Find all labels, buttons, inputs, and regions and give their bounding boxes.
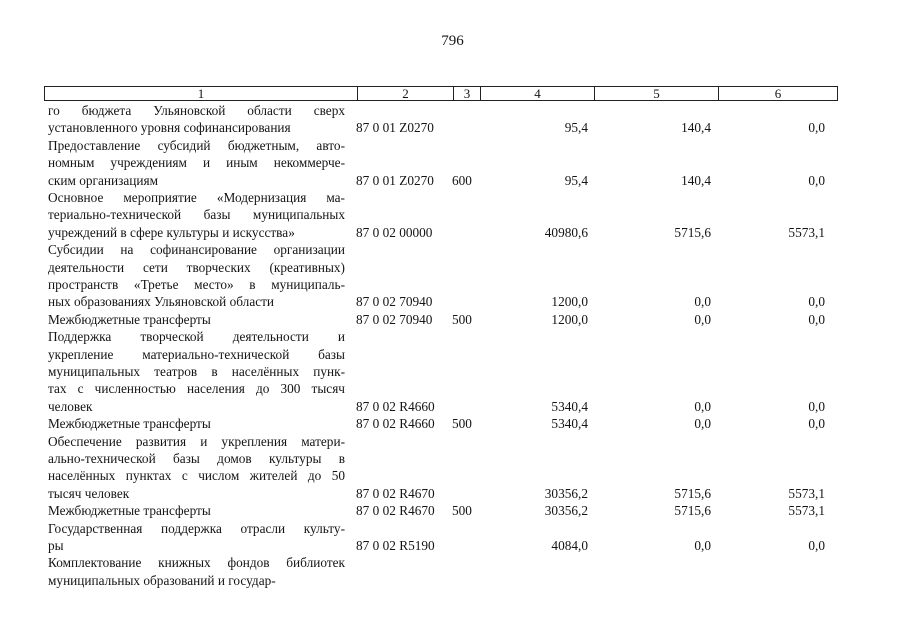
row-value-col5: 0,0 — [694, 537, 711, 553]
row-description-line: деятельности сети творческих (креативных) — [48, 259, 345, 275]
header-col-1: 1 — [45, 87, 358, 100]
row-expense-type: 500 — [452, 503, 472, 519]
row-code: 87 0 02 R4660 — [356, 416, 435, 432]
row-description-line: Предоставление субсидий бюджетным, авто- — [48, 137, 345, 153]
row-description-line: Обеспечение развития и укрепления матери- — [48, 433, 345, 449]
row-description-line: человек — [48, 398, 93, 414]
row-description-line: муниципальных образований и государ- — [48, 572, 276, 588]
row-value-col6: 0,0 — [808, 311, 825, 327]
table-row — [0, 520, 905, 555]
row-value-col5: 0,0 — [694, 294, 711, 310]
row-description-line: укрепление материально-технической базы — [48, 346, 345, 362]
row-value-col5: 140,4 — [681, 120, 711, 136]
table-row — [0, 433, 905, 503]
row-description-line: Поддержка творческой деятельности и — [48, 329, 345, 345]
row-value-col6: 5573,1 — [788, 503, 825, 519]
row-description-line: тах с численностью населения до 300 тысяч — [48, 381, 345, 397]
row-value-col4: 95,4 — [564, 172, 588, 188]
row-value-col6: 0,0 — [808, 120, 825, 136]
row-description-line: Межбюджетные трансферты — [48, 503, 211, 519]
row-expense-type: 600 — [452, 172, 472, 188]
row-description-line: населённых пунктах с числом жителей до 50 — [48, 468, 345, 484]
row-value-col5: 5715,6 — [674, 224, 711, 240]
row-description-line: Государственная поддержка отрасли культу- — [48, 520, 345, 536]
header-col-3: 3 — [454, 87, 481, 100]
row-description-line: номным учреждениям и иным некоммерче- — [48, 155, 345, 171]
row-description-line: териально-технической базы муниципальных — [48, 207, 345, 223]
row-description-line: установленного уровня софинансирования — [48, 120, 291, 136]
row-expense-type: 500 — [452, 311, 472, 327]
table-row — [0, 189, 905, 241]
row-value-col5: 140,4 — [681, 172, 711, 188]
row-value-col5: 0,0 — [694, 311, 711, 327]
row-code: 87 0 01 Z0270 — [356, 120, 434, 136]
table-row — [0, 328, 905, 415]
row-description-line: пространств «Третье место» в муниципаль- — [48, 276, 345, 292]
row-code: 87 0 02 R4660 — [356, 398, 435, 414]
row-code: 87 0 02 R4670 — [356, 485, 435, 501]
header-col-5: 5 — [595, 87, 719, 100]
row-value-col6: 5573,1 — [788, 224, 825, 240]
table-row — [0, 241, 905, 311]
row-value-col5: 0,0 — [694, 398, 711, 414]
table-row — [0, 415, 905, 432]
row-value-col4: 30356,2 — [544, 485, 588, 501]
row-value-col6: 0,0 — [808, 398, 825, 414]
row-value-col4: 1200,0 — [551, 294, 588, 310]
row-value-col6: 0,0 — [808, 537, 825, 553]
row-description-line: ально-технической базы домов культуры в — [48, 450, 345, 466]
row-code: 87 0 02 70940 — [356, 311, 433, 327]
row-expense-type: 500 — [452, 416, 472, 432]
row-description-line: го бюджета Ульяновской области сверх — [48, 103, 345, 118]
row-code: 87 0 02 70940 — [356, 294, 433, 310]
row-value-col4: 5340,4 — [551, 398, 588, 414]
row-value-col5: 0,0 — [694, 416, 711, 432]
row-value-col4: 40980,6 — [544, 224, 588, 240]
row-value-col5: 5715,6 — [674, 503, 711, 519]
table-row — [0, 502, 905, 519]
row-description-line: Комплектование книжных фондов библиотек — [48, 555, 345, 571]
row-description-line: Основное мероприятие «Модернизация ма- — [48, 190, 345, 205]
row-value-col6: 0,0 — [808, 294, 825, 310]
row-description-line: Субсидии на софинансирование организации — [48, 242, 345, 258]
row-value-col4: 4084,0 — [551, 537, 588, 553]
row-description-line: ским организациям — [48, 172, 159, 188]
row-code: 87 0 02 R4670 — [356, 503, 435, 519]
header-col-2: 2 — [358, 87, 454, 100]
row-value-col6: 0,0 — [808, 172, 825, 188]
row-description-line: учреждений в сфере культуры и искусства» — [48, 224, 295, 240]
table-row — [0, 102, 905, 137]
row-value-col6: 5573,1 — [788, 485, 825, 501]
table-row — [0, 554, 905, 589]
row-description-line: тысяч человек — [48, 485, 130, 501]
row-value-col4: 30356,2 — [544, 503, 588, 519]
table-header — [44, 86, 838, 101]
page-number: 796 — [441, 33, 464, 49]
row-value-col4: 95,4 — [564, 120, 588, 136]
header-col-6: 6 — [774, 86, 782, 101]
row-value-col4: 1200,0 — [551, 311, 588, 327]
row-value-col6: 0,0 — [808, 416, 825, 432]
header-col-4: 4 — [481, 87, 595, 100]
table-row — [0, 311, 905, 328]
row-code: 87 0 02 R5190 — [356, 537, 435, 553]
row-description-line: ных образованиях Ульяновской области — [48, 294, 275, 310]
table-row — [0, 137, 905, 189]
row-value-col5: 5715,6 — [674, 485, 711, 501]
row-description-line: Межбюджетные трансферты — [48, 416, 211, 432]
row-description-line: ры — [48, 537, 64, 553]
row-code: 87 0 02 00000 — [356, 224, 433, 240]
row-description-line: Межбюджетные трансферты — [48, 311, 211, 327]
row-description-line: муниципальных театров в населённых пунк- — [48, 363, 345, 379]
row-code: 87 0 01 Z0270 — [356, 172, 434, 188]
row-value-col4: 5340,4 — [551, 416, 588, 432]
